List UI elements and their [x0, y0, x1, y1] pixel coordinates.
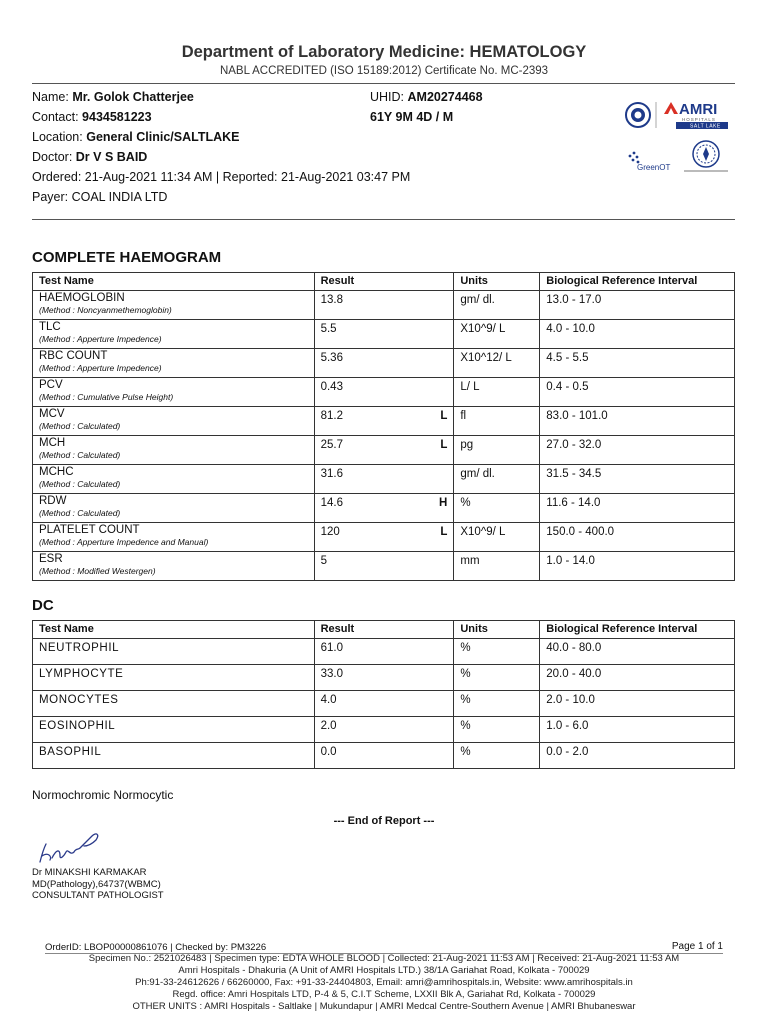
result-value: 14.6: [320, 497, 343, 509]
dc-row: [33, 691, 735, 717]
contact-number: 9434581223: [82, 110, 152, 124]
result-cell: [314, 436, 454, 465]
age-sex-value: 61Y 9M 4D / M: [370, 110, 454, 124]
reference-cell: [540, 291, 735, 320]
units-cell: [454, 465, 540, 494]
test-cell: [33, 407, 315, 436]
reference-cell: [540, 494, 735, 523]
test-name: MCV: [39, 408, 65, 420]
result-cell: [314, 665, 454, 691]
reference-value: 0.0 - 2.0: [546, 746, 589, 758]
reference-cell: [540, 465, 735, 494]
units-cell: [454, 552, 540, 581]
reference-cell: [540, 320, 735, 349]
department-title: Department of Laboratory Medicine: HEMATOLOGY: [181, 43, 587, 61]
col-units: Units: [454, 273, 540, 291]
reference-value: 83.0 - 101.0: [546, 410, 608, 422]
reference-value: 4.0 - 10.0: [546, 323, 595, 335]
result-flag: L: [440, 526, 448, 538]
units-cell: [454, 523, 540, 552]
test-cell: [33, 291, 315, 320]
test-name: LYMPHOCYTE: [39, 668, 124, 680]
test-name: BASOPHIL: [39, 746, 102, 758]
units-value: %: [460, 694, 471, 706]
ordered-reported-row: Ordered: 21-Aug-2021 11:34 AM | Reported: 21-Aug-2021 03:47 PM: [32, 170, 411, 184]
remark: Normochromic Normocytic: [32, 788, 174, 802]
col-test-name: Test Name: [33, 273, 315, 291]
test-cell: [33, 639, 315, 665]
test-method: (Method : Apperture Impedence and Manual): [39, 537, 209, 547]
haemogram-table: [32, 272, 735, 581]
reference-cell: [540, 639, 735, 665]
haemogram-row: [33, 494, 735, 523]
test-cell: [33, 494, 315, 523]
units-cell: [454, 378, 540, 407]
reference-value: 27.0 - 32.0: [546, 439, 602, 451]
reference-value: 11.6 - 14.0: [546, 497, 601, 509]
units-cell: [454, 717, 540, 743]
reference-value: 0.4 - 0.5: [546, 381, 589, 393]
signatory-name: Dr MINAKSHI KARMAKAR: [32, 867, 147, 878]
haemogram-row: [33, 291, 735, 320]
nabh-seal-icon: [626, 103, 650, 127]
reference-cell: [540, 665, 735, 691]
reference-value: 4.5 - 5.5: [546, 352, 589, 364]
reference-value: 20.0 - 40.0: [546, 668, 602, 680]
result-value: 5: [320, 555, 327, 567]
location-row: [32, 130, 239, 144]
reference-value: 1.0 - 14.0: [546, 555, 595, 567]
order-id: OrderID: LBOP00000861076 | Checked by: PM3226: [45, 942, 267, 953]
dc-header-row: [33, 621, 735, 639]
result-cell: [314, 291, 454, 320]
age-sex-row: [370, 110, 453, 124]
units-cell: [454, 691, 540, 717]
test-method: (Method : Calculated): [39, 421, 121, 431]
result-flag: L: [440, 410, 448, 422]
doctor-label: Doctor:: [32, 150, 73, 164]
uhid-value: AM20274468: [407, 90, 483, 104]
result-cell: [314, 378, 454, 407]
col-test-name: Test Name: [33, 621, 315, 639]
result-cell: [314, 717, 454, 743]
dc-table: [32, 620, 735, 769]
units-value: fl: [460, 410, 467, 422]
haemogram-row: [33, 436, 735, 465]
reference-cell: [540, 717, 735, 743]
footer-address-1: Amri Hospitals - Dhakuria (A Unit of AMRI Hospitals LTD.) 38/1A Gariahat Road, Kolkata - 700029: [178, 965, 590, 976]
result-value: 120: [320, 526, 340, 538]
test-cell: [33, 465, 315, 494]
test-name: NEUTROPHIL: [39, 642, 120, 654]
result-cell: [314, 743, 454, 769]
result-cell: [314, 639, 454, 665]
test-cell: [33, 665, 315, 691]
units-value: pg: [460, 439, 474, 451]
test-method: (Method : Apperture Impedence): [39, 334, 162, 344]
uhid-row: [370, 90, 483, 104]
test-cell: [33, 320, 315, 349]
amri-branch-text: SALT LAKE: [690, 123, 721, 130]
test-method: (Method : Modified Westergen): [39, 566, 156, 576]
test-cell: [33, 378, 315, 407]
result-value: 4.0: [320, 694, 337, 706]
result-value: 31.6: [320, 468, 343, 480]
test-name: MONOCYTES: [39, 694, 119, 706]
signatory-qualification: MD(Pathology),64737(WBMC): [32, 878, 161, 890]
result-value: 2.0: [320, 720, 337, 732]
doctor-row: [32, 150, 147, 164]
reference-cell: [540, 436, 735, 465]
doctor-name: Dr V S BAID: [75, 150, 148, 164]
contact-row: [32, 110, 152, 124]
reference-value: 2.0 - 10.0: [546, 694, 595, 706]
reference-cell: [540, 349, 735, 378]
reference-value: 13.0 - 17.0: [546, 294, 602, 306]
result-value: 25.7: [320, 439, 343, 451]
units-cell: [454, 291, 540, 320]
test-method: (Method : Calculated): [39, 479, 121, 489]
units-value: X10^9/ L: [460, 323, 506, 335]
result-cell: [314, 349, 454, 378]
result-value: 33.0: [320, 668, 343, 680]
payer-row: Payer: COAL INDIA LTD: [32, 190, 168, 204]
test-name: TLC: [39, 321, 61, 333]
header-divider: [32, 83, 735, 84]
dc-row: [33, 717, 735, 743]
greenot-logo: [629, 152, 671, 172]
units-value: X10^9/ L: [460, 526, 506, 538]
test-name: ESR: [39, 553, 63, 565]
reference-cell: [540, 378, 735, 407]
result-cell: [314, 407, 454, 436]
units-value: %: [460, 668, 471, 680]
result-value: 61.0: [320, 642, 343, 654]
units-value: X10^12/ L: [460, 352, 512, 364]
test-method: (Method : Calculated): [39, 450, 121, 460]
patient-name: Mr. Golok Chatterjee: [72, 90, 194, 104]
name-label: Name:: [32, 90, 69, 104]
test-cell: [33, 552, 315, 581]
haemogram-title: COMPLETE HAEMOGRAM: [32, 249, 222, 266]
units-value: mm: [460, 555, 480, 567]
result-cell: [314, 494, 454, 523]
greenot-text: GreenOT: [637, 163, 671, 172]
haemogram-row: [33, 465, 735, 494]
amri-logo: [664, 101, 728, 130]
units-cell: [454, 407, 540, 436]
signatory-designation: CONSULTANT PATHOLOGIST: [32, 890, 164, 901]
signature-image: [30, 826, 110, 868]
test-method: (Method : Calculated): [39, 508, 121, 518]
test-cell: [33, 436, 315, 465]
reference-cell: [540, 743, 735, 769]
units-value: gm/ dl.: [460, 468, 495, 480]
result-value: 13.8: [320, 294, 343, 306]
reference-value: 150.0 - 400.0: [546, 526, 615, 538]
col-reference: Biological Reference Interval: [540, 273, 735, 291]
accreditation-line: NABL ACCREDITED (ISO 15189:2012) Certificate No. MC-2393: [219, 65, 549, 77]
haemogram-row: [33, 349, 735, 378]
result-cell: [314, 691, 454, 717]
footer-other-units: OTHER UNITS : AMRI Hospitals - Saltlake | Mukundapur | AMRI Medcal Centre-Southern Avenue | AMRI Bhubaneswar: [132, 1001, 636, 1012]
test-name: EOSINOPHIL: [39, 720, 116, 732]
reference-value: 1.0 - 6.0: [546, 720, 589, 732]
haemogram-row: [33, 552, 735, 581]
units-value: L/ L: [460, 381, 480, 393]
test-name: PCV: [39, 379, 63, 391]
location-label: Location:: [32, 130, 83, 144]
dc-row: [33, 665, 735, 691]
info-divider: [32, 219, 735, 220]
haemogram-row: [33, 320, 735, 349]
col-result: Result: [314, 621, 454, 639]
specimen-line: Specimen No.: 2521026483 | Specimen type: EDTA WHOLE BLOOD | Collected: 21-Aug-2021 11:53 AM | Received: 21-Aug-2021 11:53 AM: [88, 953, 680, 964]
result-cell: [314, 552, 454, 581]
col-reference: Biological Reference Interval: [540, 621, 735, 639]
haemogram-row: [33, 407, 735, 436]
reference-value: 40.0 - 80.0: [546, 642, 602, 654]
result-cell: [314, 465, 454, 494]
test-cell: [33, 743, 315, 769]
test-method: (Method : Noncyanmethemoglobin): [39, 305, 172, 315]
units-cell: [454, 494, 540, 523]
test-name: RDW: [39, 495, 67, 507]
result-cell: [314, 523, 454, 552]
result-value: 81.2: [320, 410, 343, 422]
result-value: 5.5: [320, 323, 337, 335]
amri-logo-sub: HOSPITALS: [682, 117, 716, 122]
test-cell: [33, 349, 315, 378]
col-result: Result: [314, 273, 454, 291]
result-value: 5.36: [320, 352, 343, 364]
units-cell: [454, 665, 540, 691]
contact-label: Contact:: [32, 110, 79, 124]
dc-row: [33, 639, 735, 665]
test-cell: [33, 523, 315, 552]
units-cell: [454, 349, 540, 378]
result-flag: H: [439, 497, 448, 509]
reference-cell: [540, 552, 735, 581]
haemogram-row: [33, 378, 735, 407]
test-cell: [33, 717, 315, 743]
location-value: General Clinic/SALTLAKE: [86, 130, 240, 144]
signatory-block: [32, 867, 164, 902]
page-number: Page 1 of 1: [671, 941, 723, 952]
units-value: %: [460, 642, 471, 654]
reference-cell: [540, 407, 735, 436]
patient-name-row: [32, 90, 194, 104]
hospital-logos: [624, 98, 736, 178]
footer-contact: Ph:91-33-24612626 / 66260000, Fax: +91-33-24404803, Email: amri@amrihospitals.in, Website: www.amrihospitals.in: [135, 977, 633, 988]
test-name: HAEMOGLOBIN: [39, 292, 125, 304]
footer-regd-office: Regd. office: Amri Hospitals LTD, P-4 & 5, C.I.T Scheme, LXXII Blk A, Gariahat Rd, Kolkata - 700029: [172, 989, 596, 1000]
units-cell: [454, 436, 540, 465]
reference-cell: [540, 523, 735, 552]
units-value: %: [460, 720, 471, 732]
units-value: %: [460, 497, 471, 509]
test-method: (Method : Apperture Impedence): [39, 363, 162, 373]
haemogram-header-row: [33, 273, 735, 291]
end-of-report: --- End of Report ---: [333, 815, 435, 827]
test-name: MCHC: [39, 466, 74, 478]
amri-logo-text: AMRI: [679, 101, 718, 118]
dc-title: DC: [32, 597, 54, 614]
uhid-label: UHID:: [370, 90, 405, 104]
result-value: 0.0: [320, 746, 337, 758]
test-name: RBC COUNT: [39, 350, 108, 362]
test-name: PLATELET COUNT: [39, 524, 140, 536]
result-value: 0.43: [320, 381, 343, 393]
nabh-accreditation-icon: [684, 141, 728, 172]
haemogram-row: [33, 523, 735, 552]
units-cell: [454, 743, 540, 769]
result-flag: L: [440, 439, 448, 451]
units-value: %: [460, 746, 471, 758]
col-units: Units: [454, 621, 540, 639]
units-value: gm/ dl.: [460, 294, 495, 306]
units-cell: [454, 320, 540, 349]
units-cell: [454, 639, 540, 665]
test-cell: [33, 691, 315, 717]
test-name: MCH: [39, 437, 66, 449]
dc-row: [33, 743, 735, 769]
result-cell: [314, 320, 454, 349]
test-method: (Method : Cumulative Pulse Height): [39, 392, 174, 402]
reference-cell: [540, 691, 735, 717]
reference-value: 31.5 - 34.5: [546, 468, 602, 480]
